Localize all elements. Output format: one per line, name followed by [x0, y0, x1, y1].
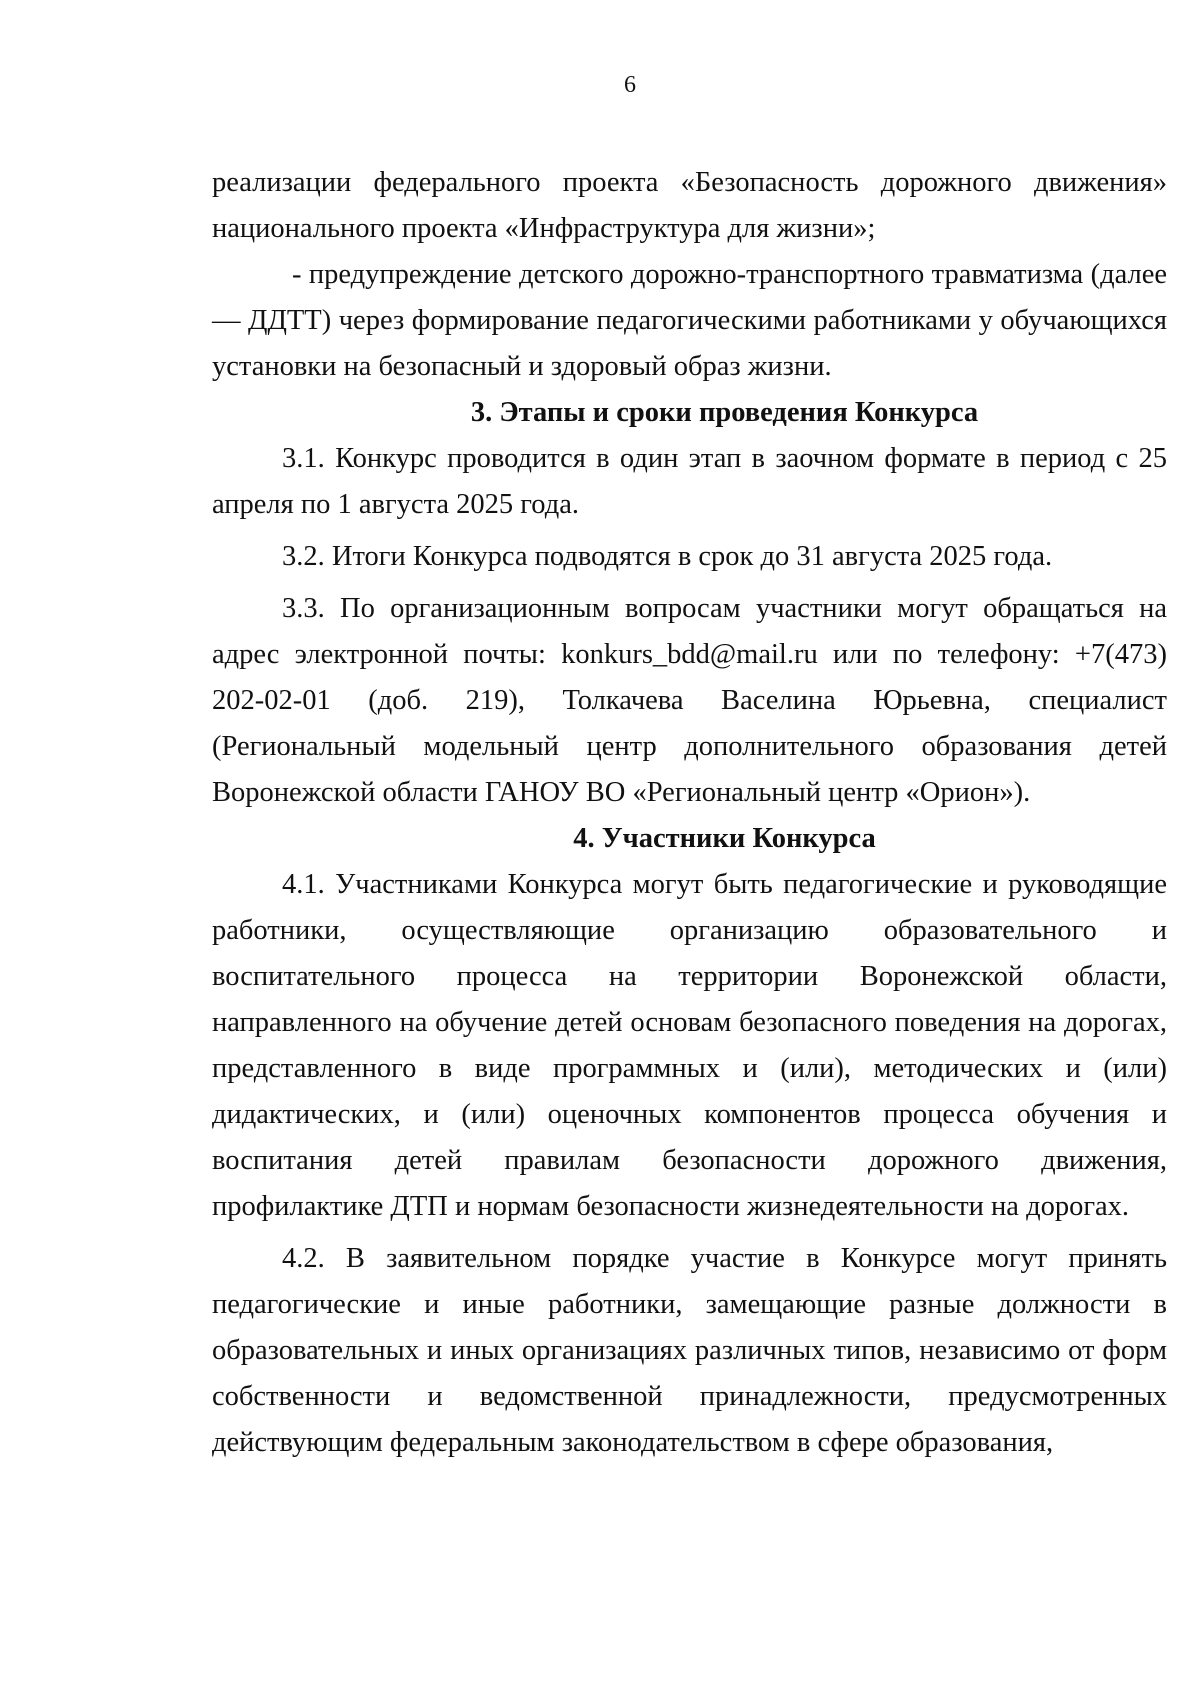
paragraph-3-1: 3.1. Конкурс проводится в один этап в заочном формате в период с 25 апреля по 1 августа 2025 года. — [212, 443, 1167, 520]
section-heading-stages: 3. Этапы и сроки проведения Конкурса — [470, 397, 979, 428]
paragraph-project-continuation: реализации федерального проекта «Безопасность дорожного движения» национального проекта «Инфраструктура для жизни»; — [212, 167, 1167, 244]
paragraph-3-2: 3.2. Итоги Конкурса подводятся в срок до 31 августа 2025 года. — [282, 541, 1053, 572]
paragraph-3-3: 3.3. По организационным вопросам участники могут обращаться на адрес электронной почты: konkurs_bdd@mail.ru или по телефону: +7(473) 202-02-01 (доб. 219), Толкачева Васелина Юрьевна, специалист (Региональный модельный центр дополнительного образования детей Воронежской области ГАНОУ ВО «Региональный центр «Орион»). — [212, 593, 1167, 808]
paragraph-4-1: 4.1. Участниками Конкурса могут быть педагогические и руководящие работники, осуществляющие организацию образовательного и воспитательного процесса на территории Воронежской области, направленного на обучение детей основам безопасного поведения на дорогах, представленного в виде программных и (или), методических и (или) дидактических, и (или) оценочных компонентов процесса обучения и воспитания детей правилам безопасности дорожного движения, профилактике ДТП и нормам безопасности жизнедеятельности на дорогах. — [212, 869, 1167, 1222]
page-number: 6 — [624, 72, 636, 98]
paragraph-4-2: 4.2. В заявительном порядке участие в Конкурсе могут принять педагогические и иные работники, замещающие разные должности в образовательных и иных организациях различных типов, независимо от форм собственности и ведомственной принадлежности, предусмотренных действующим федеральным законодательством в сфере образования, — [212, 1243, 1167, 1458]
section-heading-participants: 4. Участники Конкурса — [573, 823, 876, 854]
document-body — [212, 160, 1167, 1466]
paragraph-ddtt-prevention: - предупреждение детского дорожно-транспортного травматизма (далее — ДДТТ) через формирование педагогическими работниками у обучающихся установки на безопасный и здоровый образ жизни. — [212, 259, 1167, 382]
